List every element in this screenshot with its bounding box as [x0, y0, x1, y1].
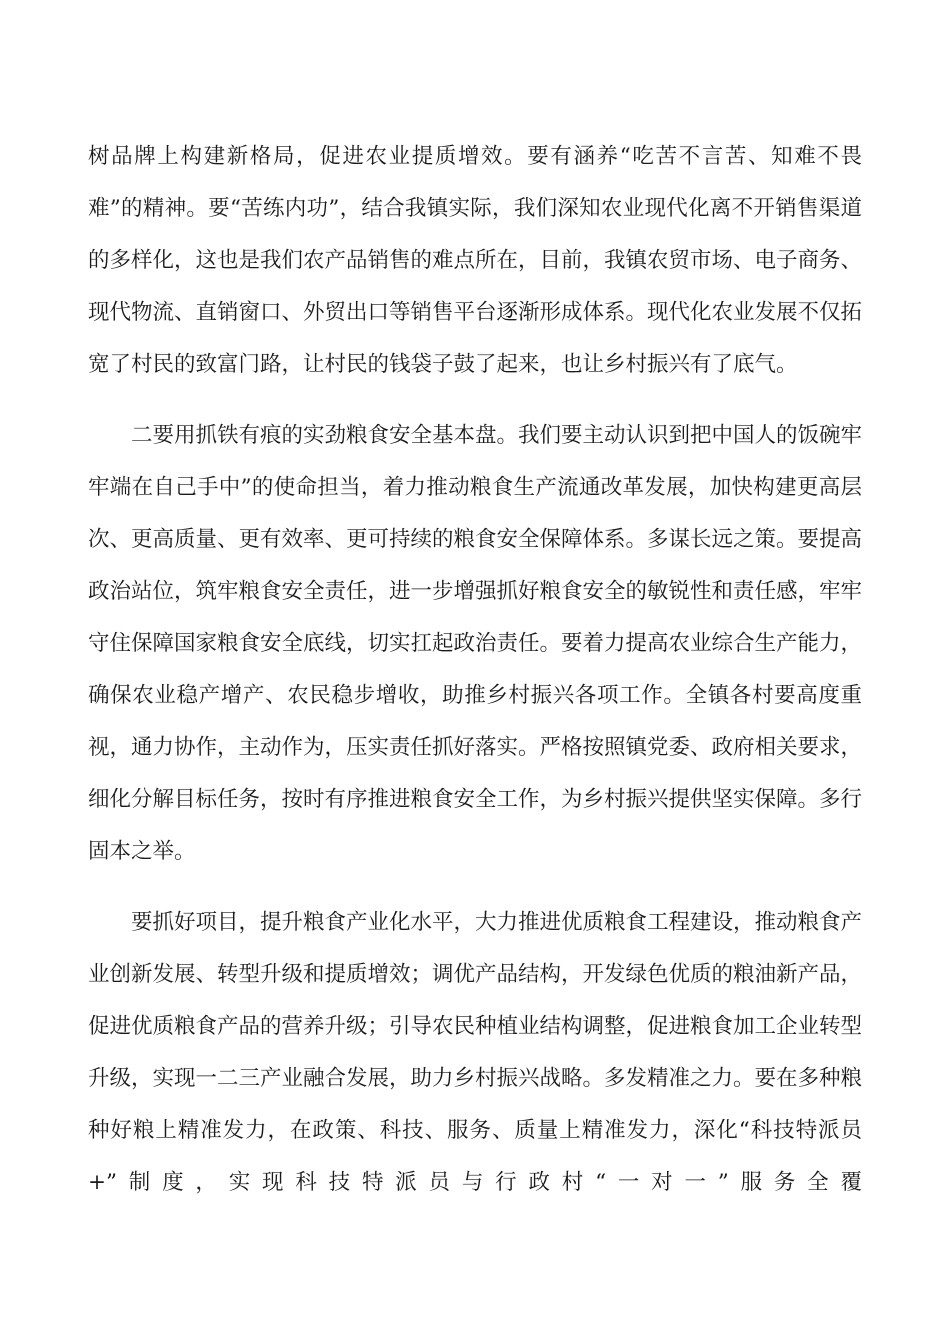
document-body [88, 131, 862, 1228]
paragraph-continuation: 树品牌上构建新格局，促进农业提质增效。要有涵养“吃苦不言苦、知难不畏难”的精神。要“苦练内功”，结合我镇实际，我们深知农业现代化离不开销售渠道的多样化，这也是我们农产品销售的难点所在，目前，我镇农贸市场、电子商务、现代物流、直销窗口、外贸出口等销售平台逐渐形成体系。现代化农业发展不仅拓宽了村民的致富门路，让村民的钱袋子鼓了起来，也让乡村振兴有了底气。 [88, 144, 863, 377]
paragraph-grain-security: 二要用抓铁有痕的实劲粮食安全基本盘。我们要主动认识到把中国人的饭碗牢牢端在自己手中”的使命担当，着力推动粮食生产流通改革发展，加快构建更高层次、更高质量、更有效率、更可持续的粮食安全保障体系。多谋长远之策。要提高政治站位，筑牢粮食安全责任，进一步增强抓好粮食安全的敏锐性和责任感，牢牢守住保障国家粮食安全底线，切实扛起政治责任。要着力提高农业综合生产能力，确保农业稳产增产、农民稳步增收，助推乡村振兴各项工作。全镇各村要高度重视，通力协作，主动作为，压实责任抓好落实。严格按照镇党委、政府相关要求，细化分解目标任务，按时有序推进粮食安全工作，为乡村振兴提供坚实保障。多行固本之举。 [88, 423, 863, 864]
paragraph-projects: 要抓好项目，提升粮食产业化水平，大力推进优质粮食工程建设，推动粮食产业创新发展、转型升级和提质增效；调优产品结构，开发绿色优质的粮油新产品，促进优质粮食产品的营养升级；引导农民种植业结构调整，促进粮食加工企业转型升级，实现一二三产业融合发展，助力乡村振兴战略。多发精准之力。要在多种粮种好粮上精准发力，在政策、科技、服务、质量上精准发力，深化“科技特派员+”制度，实现科技特派员与行政村“一对一”服务全覆 [88, 910, 863, 1195]
